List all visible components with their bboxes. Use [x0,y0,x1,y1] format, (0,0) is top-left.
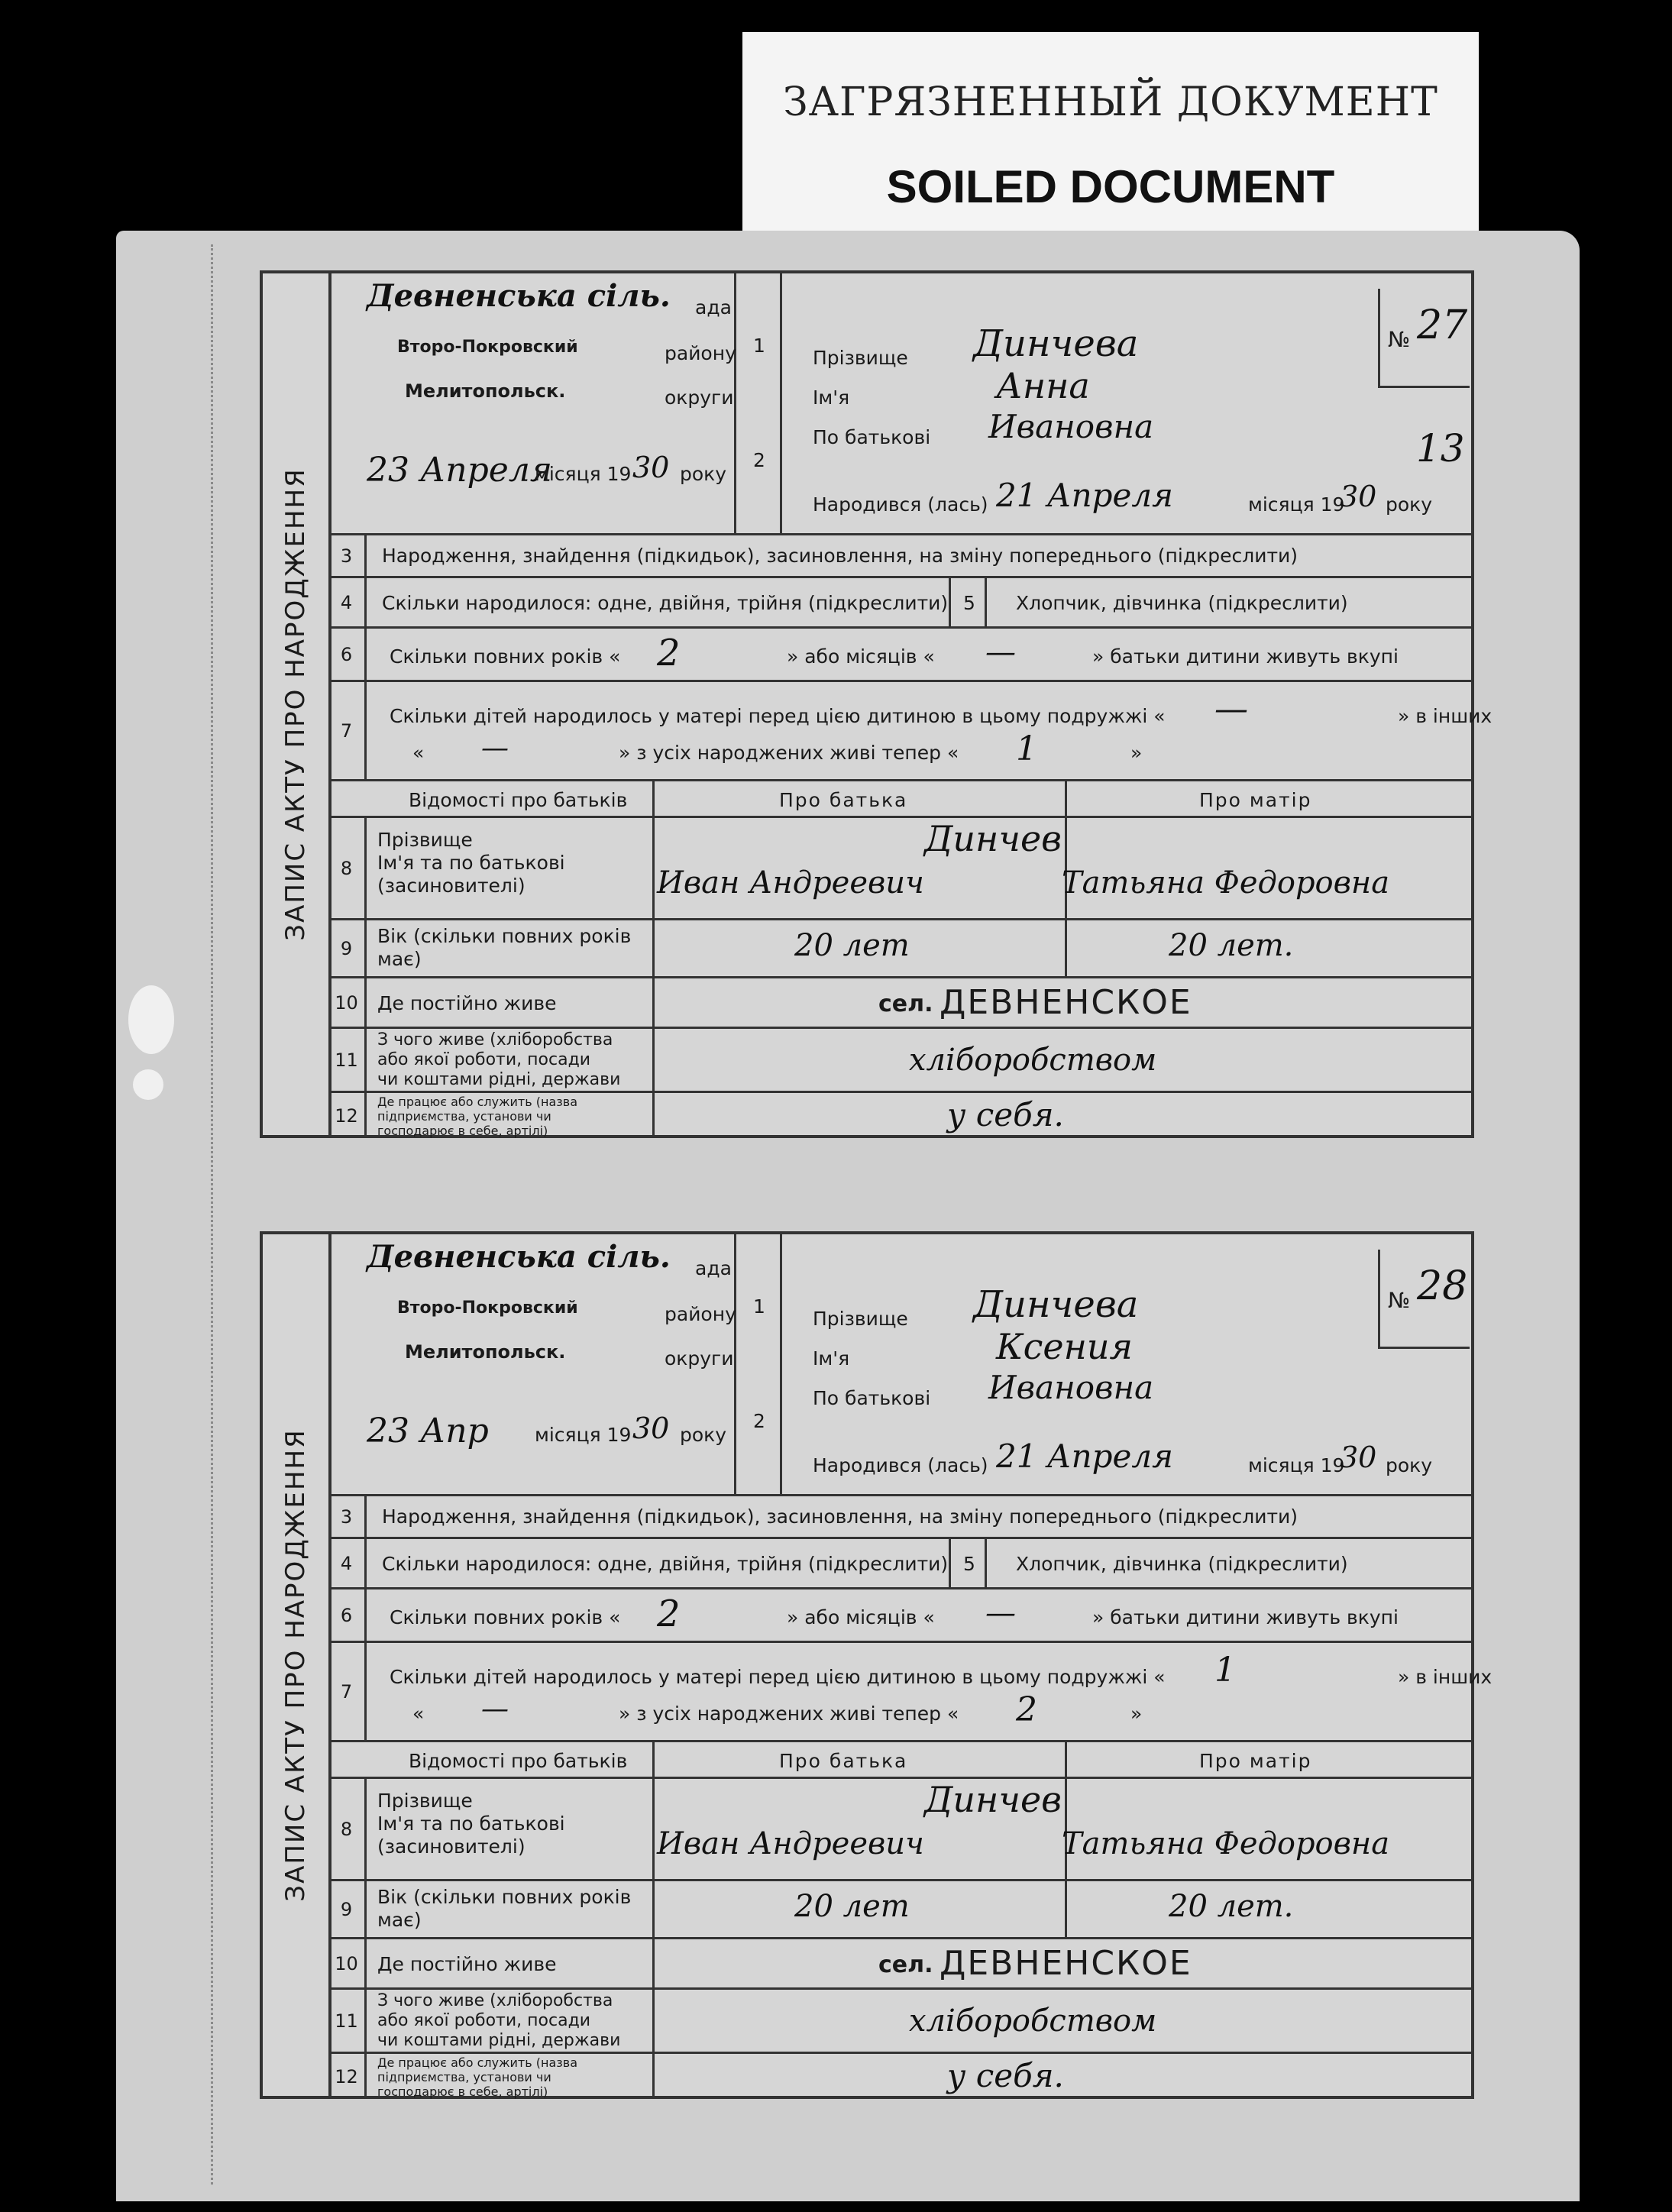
prior-children-other: — [481,732,509,764]
reg-day: 23 Апр [367,1412,489,1450]
header-left [328,273,736,533]
month-19-label: місяця 19 [535,463,632,485]
row-4 [328,576,1471,626]
reg-day: 23 Апреля [367,451,552,490]
name-value: Анна [996,365,1090,406]
row-7-num: 7 [328,682,367,779]
livelihood: хліборобством [909,2003,1157,2039]
row-6-num: 6 [328,1589,367,1641]
surname-value: Динчева [973,322,1139,365]
raion-label: району [665,342,736,364]
row-7-num: 7 [328,1643,367,1740]
hdr-mother: Про матір [1199,1750,1312,1772]
row-4-num: 4 [328,1539,367,1587]
hdr-father: Про батька [779,789,908,811]
col-divider [1065,920,1067,976]
roku-label: року [680,463,727,485]
row-10-num: 10 [328,1939,367,1987]
parents-header [328,1740,1471,1777]
row-10 [328,976,1471,1027]
row-9 [328,1879,1471,1937]
row-12 [328,1091,1471,1138]
row-5-num [949,578,987,626]
years-together: 2 [657,1593,681,1635]
father-name: Иван Андреевич [657,865,924,901]
row-7-text-a: Скільки дітей народилось у матері перед цією дитиною в цьому подружжі « [390,1666,1166,1688]
row-11-num: 11 [328,1029,367,1091]
row-7-text-b: » в інших [1398,1666,1493,1688]
row-7-text-d: » з усіх народжених живі тепер « [619,1703,959,1725]
col-divider [652,1881,655,1937]
birth-year: 30 [1340,1441,1377,1474]
row-9-num: 9 [328,1881,367,1937]
father-surname: Динчев [924,1779,1062,1820]
row-2-num: 2 [753,449,765,471]
col-divider [652,1990,655,2052]
row-7 [328,1641,1493,1740]
row-4 [328,1537,1471,1587]
hdr-divider-2 [1065,1742,1067,1777]
mother-age: 20 лет. [1169,928,1294,963]
row-6-text-b: » або місяців « [787,1606,935,1628]
father-name: Иван Андреевич [657,1826,924,1861]
row-4-text: Скільки народилося: одне, двійня, трійня (підкреслити) [382,1553,949,1575]
row-6-text-a: Скільки повних років « [390,1606,621,1628]
row-7 [328,680,1493,779]
birth-roku-label: року [1386,493,1433,516]
row-10 [328,1937,1471,1987]
row-8 [328,816,1471,918]
row-12-num: 12 [328,2054,367,2099]
header-num-col [736,1234,782,1494]
surname-label: Прізвище [813,1308,908,1330]
row-6-text-c: » батьки дитини живуть вкупі [1092,645,1399,668]
number-label: № [1388,1288,1411,1313]
born-label: Народився (лась) [813,493,988,516]
row-5-text: Хлопчик, дівчинка (підкреслити) [1016,1553,1348,1575]
row-5-num [949,1539,987,1587]
row-7-text-d: » з усіх народжених живі тепер « [619,742,959,764]
residence: ДЕВНЕНСКОЕ [939,983,1192,1022]
residence-prefix: сел. [878,991,933,1017]
mother-name: Татьяна Федоровна [1062,1826,1390,1861]
birth-month-19-label: місяця 19 [1248,493,1345,516]
row-4-text: Скільки народилося: одне, двійня, трійня (підкреслити) [382,592,949,614]
surname-label: Прізвище [813,347,908,369]
row-11-label: З чого живе (хліборобства або якої роботи, посади чи коштами рідні, держави [377,1991,621,2050]
months-together: — [985,1596,1016,1631]
row-7-text-b: » в інших [1398,705,1493,727]
row-5-num-text: 5 [963,592,975,614]
birth-roku-label: року [1386,1454,1433,1476]
row-1-num: 1 [753,1295,765,1318]
name-label: Ім'я [813,1347,850,1370]
form-sidebar [263,1234,331,2096]
header-left [328,1234,736,1494]
father-age: 20 лет [794,1889,910,1924]
prior-children-this: — [1214,690,1248,729]
work-place: у себя. [947,1096,1064,1133]
header-right [782,1234,1471,1494]
row-8 [328,1777,1471,1879]
hdr-father: Про батька [779,1750,908,1772]
row-8-num: 8 [328,818,367,918]
hdr-divider-1 [652,781,655,816]
record-number-cell [1378,289,1470,388]
raion-value: Второ-Покровский [397,338,578,357]
residence-prefix: сел. [878,1952,933,1978]
birth-record-form-1 [260,270,1493,1138]
number-label: № [1388,327,1411,352]
village-council: Девненська сіль. [367,1239,671,1275]
work-place: у себя. [947,2057,1064,2094]
record-number: 28 [1417,1263,1468,1309]
birth-day: 21 Апреля [996,1437,1173,1475]
row-3 [328,1494,1471,1537]
row-11-label: З чого живе (хліборобства або якої роботи, посади чи коштами рідні, держави [377,1030,621,1089]
soiled-document-label [742,32,1479,232]
birth-day: 21 Апреля [996,477,1173,514]
born-label: Народився (лась) [813,1454,988,1476]
row-8-label: Прізвище Ім'я та по батькові (засиновителі) [377,1790,565,1858]
row-2-num: 2 [753,1410,765,1432]
row-7-text-e: » [1130,1703,1143,1725]
row-8-label: Прізвище Ім'я та по батькові (засиновителі) [377,829,565,897]
row-9 [328,918,1471,976]
col-divider [652,1093,655,1138]
raion-value: Второ-Покровский [397,1298,578,1318]
row-3-text: Народження, знайдення (підкидьок), засиновлення, на зміну попереднього (підкреслити) [382,1505,1298,1528]
row-6-text-a: Скільки повних років « [390,645,621,668]
row-3-num: 3 [328,535,367,576]
father-surname: Динчев [924,818,1062,859]
row-8-num: 8 [328,1779,367,1879]
living-now: 1 [1016,729,1037,768]
col-divider [652,1939,655,1987]
okrug-label: округи [665,386,734,409]
row-12 [328,2052,1471,2099]
col-divider [652,2054,655,2099]
form-title: ЗАПИС АКТУ ПРО НАРОДЖЕННЯ [280,467,311,941]
col-divider [1065,1881,1067,1937]
surname-value: Динчева [973,1283,1139,1326]
okrug-value: Мелитопольск. [405,380,566,402]
rada-label: ада [695,296,732,319]
row-5-num-text: 5 [963,1553,975,1575]
name-value: Ксения [996,1326,1133,1367]
roku-label: року [680,1424,727,1446]
birth-year: 30 [1340,480,1377,513]
prior-children-other: — [481,1693,509,1725]
parents-header [328,779,1471,816]
birth-month-19-label: місяця 19 [1248,1454,1345,1476]
mother-name: Татьяна Федоровна [1062,865,1390,901]
row-3 [328,533,1471,576]
patronymic-value: Ивановна [988,1369,1154,1406]
row-10-num: 10 [328,978,367,1027]
form-sidebar [263,273,331,1135]
okrug-label: округи [665,1347,734,1370]
reg-year: 30 [632,451,670,484]
row-6-num: 6 [328,629,367,680]
residence: ДЕВНЕНСКОЕ [939,1944,1192,1983]
row-12-num: 12 [328,1093,367,1138]
label-ru: ЗАГРЯЗНЕННЫЙ ДОКУМЕНТ [783,79,1438,125]
stain-mark [133,1069,163,1100]
okrug-value: Мелитопольск. [405,1341,566,1363]
row-7-text-c: « [412,742,425,764]
name-label: Ім'я [813,386,850,409]
row-1-num: 1 [753,335,765,357]
row-11 [328,1987,1471,2052]
col-divider [652,818,655,918]
col-divider [652,978,655,1027]
binding-stitch [191,244,213,2185]
row-3-num: 3 [328,1496,367,1537]
header-right [782,273,1471,533]
row-9-label: Вік (скільки повних років має) [377,1886,632,1931]
living-now: 2 [1016,1690,1037,1729]
label-en: SOILED DOCUMENT [886,161,1335,212]
col-divider [652,1779,655,1879]
row-6 [328,1587,1471,1641]
row-6-text-c: » батьки дитини живуть вкупі [1092,1606,1399,1628]
hdr-divider-1 [652,1742,655,1777]
livelihood: хліборобством [909,1043,1157,1078]
hdr-divider-2 [1065,781,1067,816]
hdr-info: Відомості про батьків [409,1750,628,1772]
header-num-col [736,273,782,533]
patronymic-label: По батькові [813,1387,931,1409]
record-number-extra: 13 [1416,426,1465,471]
stain-mark [128,985,174,1054]
row-9-label: Вік (скільки повних років має) [377,925,632,970]
row-12-label: Де працює або служить (назва підприємства, установи чи господарює в себе, артілі) [377,2055,578,2099]
birth-record-form-2 [260,1231,1493,2099]
hdr-info: Відомості про батьків [409,789,628,811]
row-10-label: Де постійно живе [377,992,557,1014]
patronymic-label: По батькові [813,426,931,448]
hdr-mother: Про матір [1199,789,1312,811]
row-7-text-a: Скільки дітей народилось у матері перед цією дитиною в цьому подружжі « [390,705,1166,727]
row-9-num: 9 [328,920,367,976]
years-together: 2 [657,632,681,674]
rada-label: ада [695,1257,732,1279]
reg-year: 30 [632,1412,670,1445]
row-7-text-c: « [412,1703,425,1725]
row-12-label: Де працює або служить (назва підприємства, установи чи господарює в себе, артілі) [377,1095,578,1138]
col-divider [652,920,655,976]
row-3-text: Народження, знайдення (підкидьок), засиновлення, на зміну попереднього (підкреслити) [382,545,1298,567]
row-4-num: 4 [328,578,367,626]
month-19-label: місяця 19 [535,1424,632,1446]
father-age: 20 лет [794,928,910,963]
row-11 [328,1027,1471,1091]
row-6-text-b: » або місяців « [787,645,935,668]
mother-age: 20 лет. [1169,1889,1294,1924]
village-council: Девненська сіль. [367,278,671,314]
row-7-text-e: » [1130,742,1143,764]
row-6 [328,626,1471,680]
record-number-cell [1378,1250,1470,1349]
months-together: — [985,635,1016,670]
raion-label: району [665,1303,736,1325]
prior-children-this: 1 [1214,1651,1236,1690]
patronymic-value: Ивановна [988,408,1154,445]
form-title: ЗАПИС АКТУ ПРО НАРОДЖЕННЯ [280,1428,311,1902]
col-divider [652,1029,655,1091]
row-10-label: Де постійно живе [377,1953,557,1975]
record-number: 27 [1417,302,1468,348]
row-11-num: 11 [328,1990,367,2052]
row-5-text: Хлопчик, дівчинка (підкреслити) [1016,592,1348,614]
